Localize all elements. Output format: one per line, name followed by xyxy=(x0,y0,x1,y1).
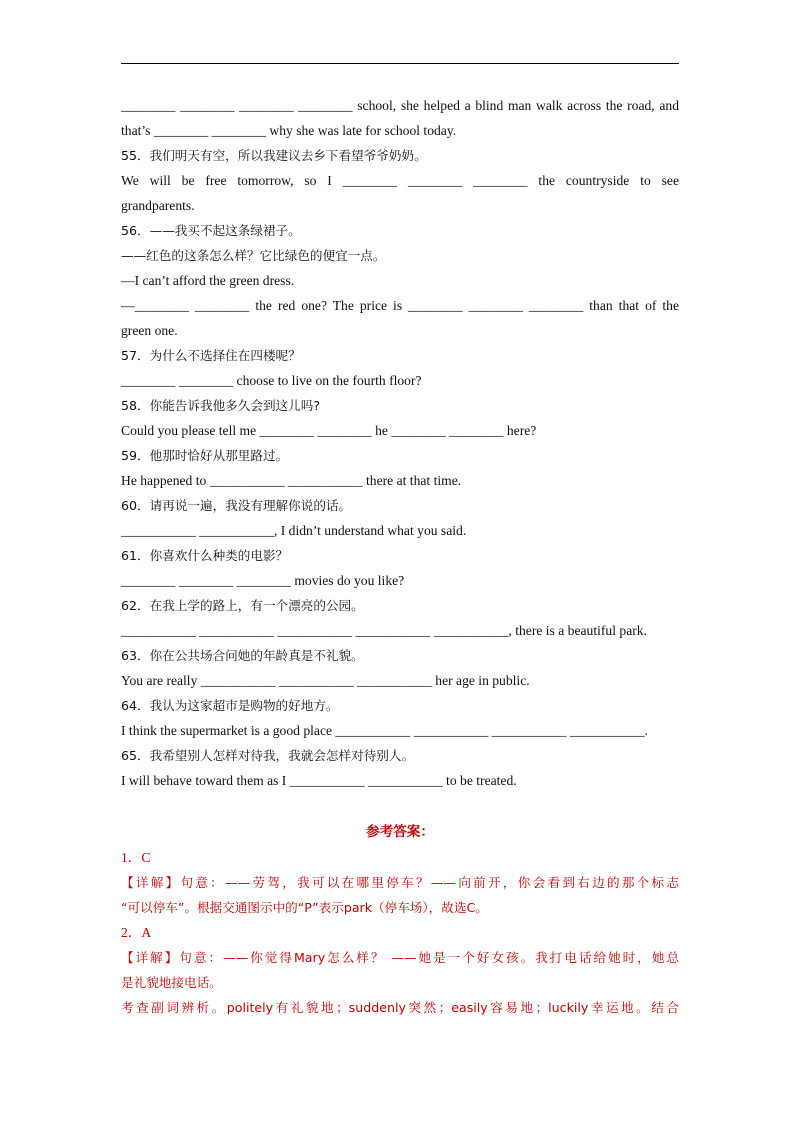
question-line: Could you please tell me ________ ________ he ________ ________ here? xyxy=(121,423,537,438)
question-line: I will behave toward them as I ___________ ___________ to be treated. xyxy=(121,773,517,788)
question-prompt: 58．你能告诉我他多久会到这儿吗? xyxy=(121,398,321,413)
section-spacer xyxy=(121,793,679,820)
question-prompt: 64．我认为这家超市是购物的好地方。 xyxy=(121,698,339,713)
question-prompt: 65．我希望别人怎样对待我，我就会怎样对待别人。 xyxy=(121,748,415,763)
question-prompt: 61．你喜欢什么种类的电影？ xyxy=(121,548,289,563)
question-prompt: 60．请再说一遍，我没有理解你说的话。 xyxy=(121,498,352,513)
question-prompt: 56．——我买不起这条绿裙子。 xyxy=(121,223,301,238)
question-line: You are really ___________ ___________ ___________ her age in public. xyxy=(121,673,530,688)
exercise-lines xyxy=(121,93,679,793)
answer-explanation: 是礼貌地接电话。 xyxy=(121,975,222,990)
question-line: ________ ________ ________ ________ school, she helped a blind man walk across the road, and xyxy=(121,98,679,113)
answers-title: 参考答案： xyxy=(366,824,434,840)
question-line: ________ ________ ________ movies do you like? xyxy=(121,573,405,588)
question-line: that’s ________ ________ why she was late for school today. xyxy=(121,123,457,138)
answer-number: 1．C xyxy=(121,850,151,865)
header-rule xyxy=(121,63,679,64)
question-line: ________ ________ choose to live on the fourth floor? xyxy=(121,373,422,388)
answer-explanation: 【详解】句意：——你觉得Mary怎么样？ ——她是一个好女孩。我打电话给她时，她总 xyxy=(121,950,679,965)
answer-explanation: 考查副词辨析。politely有礼貌地；suddenly突然；easily容易地；luckily幸运地。结合 xyxy=(121,1000,679,1015)
answer-explanation: 【详解】句意：——劳驾，我可以在哪里停车？——向前开，你会看到右边的那个标志 xyxy=(121,875,679,890)
question-prompt: ——红色的这条怎么样？它比绿色的便宜一点。 xyxy=(121,248,386,263)
document-body xyxy=(121,93,679,1020)
question-line: —________ ________ the red one? The price is ________ ________ ________ than that of the xyxy=(121,298,679,313)
answer-explanation: “可以停车”。根据交通图示中的“P”表示park（停车场），故选C。 xyxy=(121,900,488,915)
answers-list xyxy=(121,845,679,1020)
question-prompt: 62．在我上学的路上，有一个漂亮的公园。 xyxy=(121,598,364,613)
question-line: I think the supermarket is a good place ___________ ___________ ___________ ___________. xyxy=(121,723,649,738)
question-line: —I can’t afford the green dress. xyxy=(121,273,295,288)
answer-number: 2．A xyxy=(121,925,152,940)
question-prompt: 57．为什么不选择住在四楼呢？ xyxy=(121,348,301,363)
question-prompt: 63．你在公共场合问她的年龄真是不礼貌。 xyxy=(121,648,364,663)
question-line: We will be free tomorrow, so I ________ ________ ________ the countryside to see xyxy=(121,173,679,188)
question-line: ___________ ___________, I didn’t understand what you said. xyxy=(121,523,467,538)
question-prompt: 59．他那时恰好从那里路过。 xyxy=(121,448,289,463)
question-line: ___________ ___________ ___________ ___________ ___________, there is a beautiful park. xyxy=(121,623,647,638)
question-line: He happened to ___________ ___________ there at that time. xyxy=(121,473,462,488)
question-line: green one. xyxy=(121,323,178,338)
question-prompt: 55．我们明天有空，所以我建议去乡下看望爷爷奶奶。 xyxy=(121,148,427,163)
question-line: grandparents. xyxy=(121,198,195,213)
